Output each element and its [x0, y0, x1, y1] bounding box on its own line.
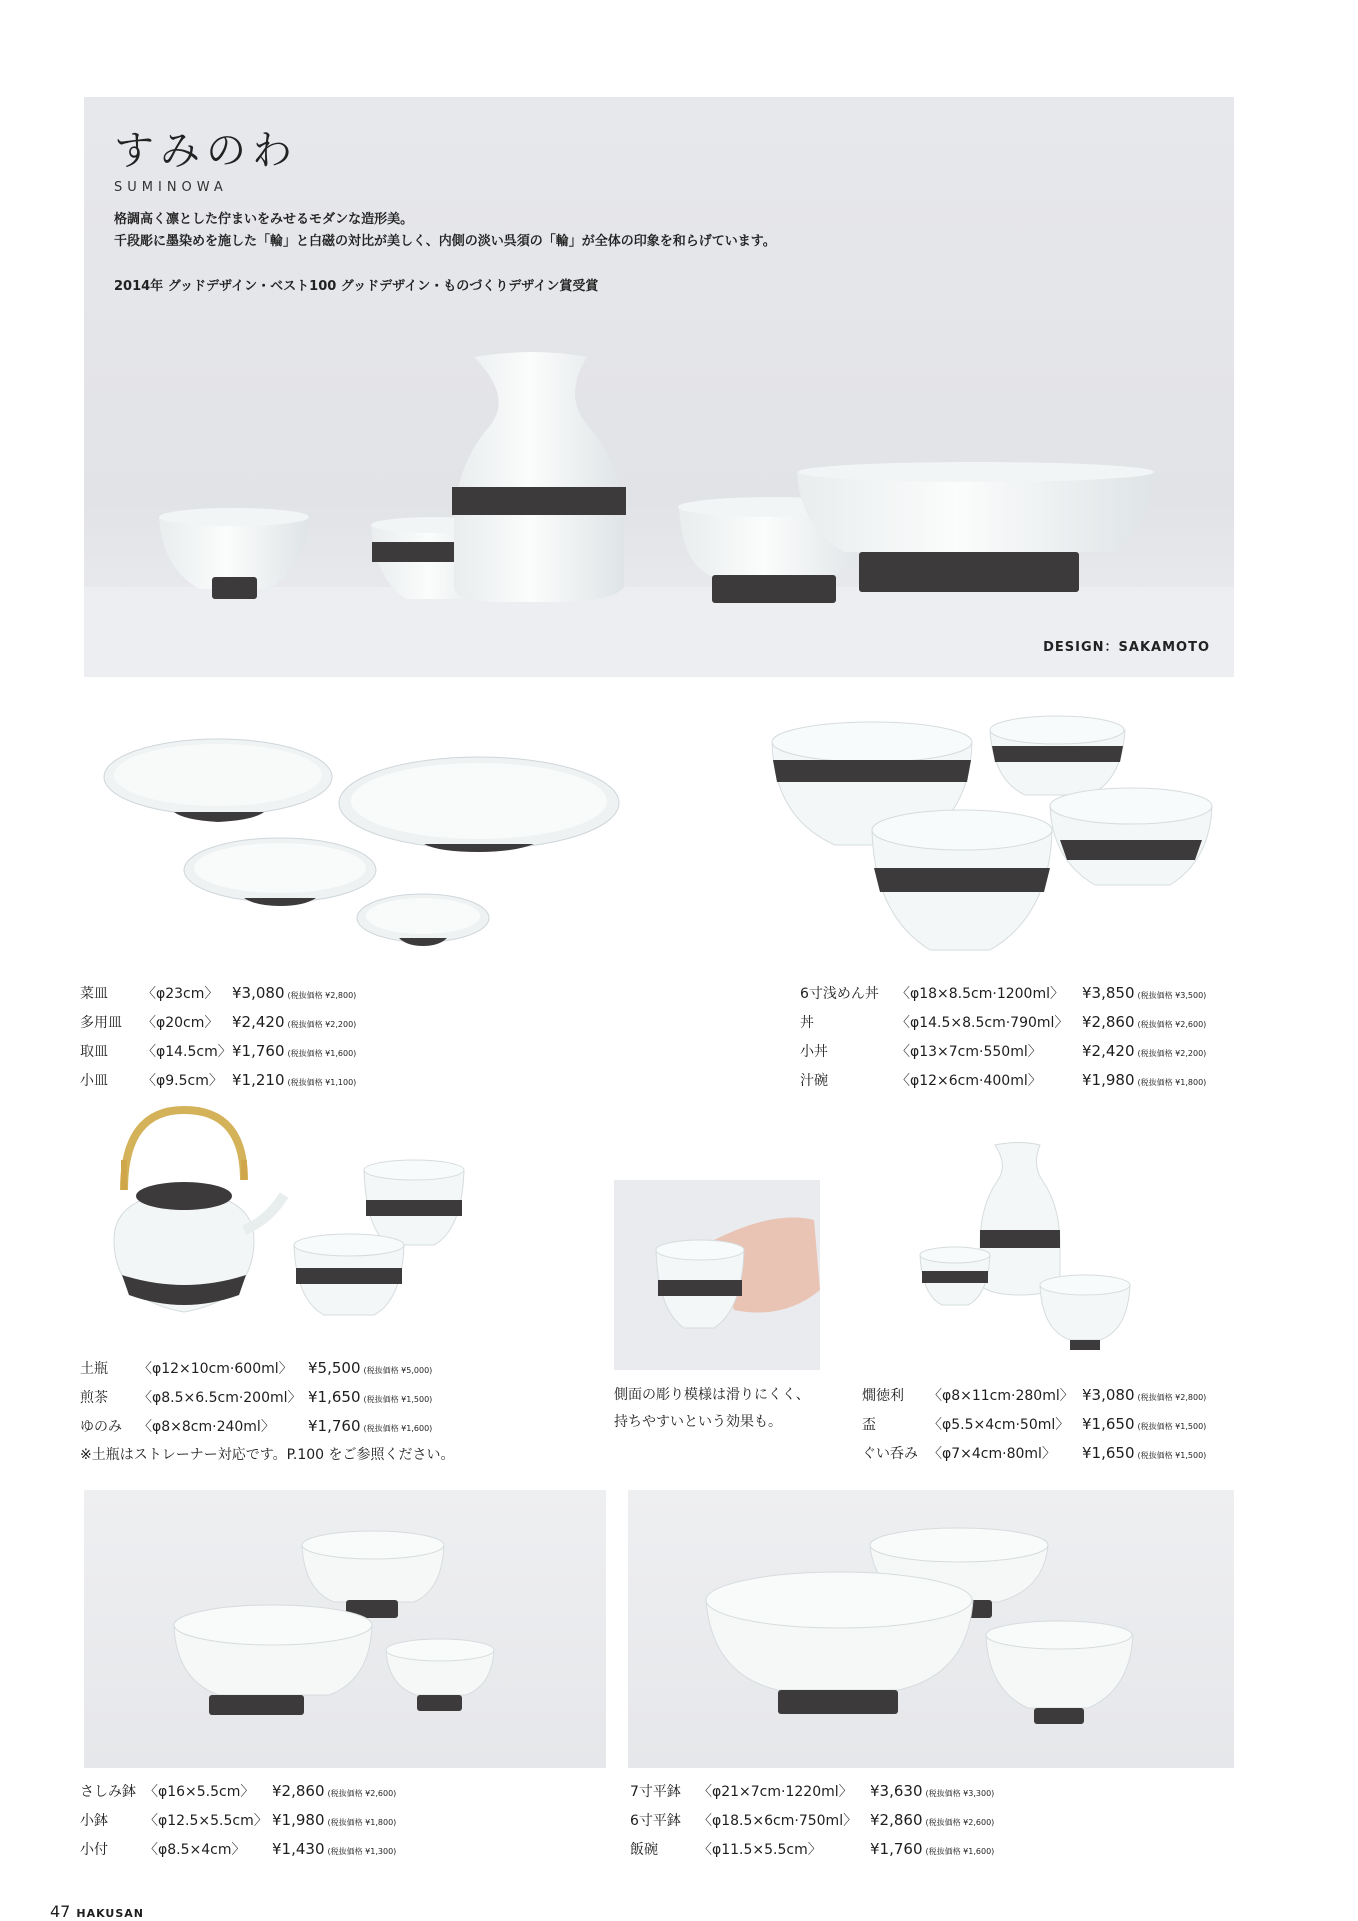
item-tax-excluded: (税抜価格 ¥1,800) [327, 1818, 397, 1827]
item-tax-excluded: (税抜価格 ¥2,800) [1137, 1393, 1207, 1402]
series-subtitle: SUMINOWA [114, 180, 228, 195]
item-size: 〈φ5.5×4cm·50ml〉 [928, 1417, 1070, 1433]
page-footer [50, 1902, 144, 1921]
item-price: ¥1,980 [1082, 1071, 1135, 1089]
item-tax-excluded: (税抜価格 ¥3,500) [1137, 991, 1207, 1000]
item-size: 〈φ12.5×5.5cm〉 [144, 1813, 268, 1829]
spec-row [80, 1778, 396, 1807]
item-name: さしみ鉢 [80, 1784, 136, 1800]
item-size: 〈φ11.5×5.5cm〉 [698, 1842, 822, 1858]
item-price: ¥5,500 [308, 1359, 361, 1377]
item-price: ¥2,420 [232, 1013, 285, 1031]
item-price: ¥1,430 [272, 1840, 325, 1858]
hira-bowls-photo [628, 1490, 1234, 1768]
item-name: 汁碗 [800, 1073, 828, 1089]
grip-photo [614, 1180, 820, 1370]
item-name: 小付 [80, 1842, 108, 1858]
spec-row [80, 1009, 356, 1038]
spec-row [80, 1413, 455, 1442]
item-tax-excluded: (税抜価格 ¥1,500) [363, 1395, 433, 1404]
item-price: ¥1,650 [1082, 1415, 1135, 1433]
item-name: 小皿 [80, 1073, 108, 1089]
item-tax-excluded: (税抜価格 ¥1,600) [287, 1049, 357, 1058]
spec-row [862, 1440, 1206, 1469]
item-tax-excluded: (税抜価格 ¥1,100) [287, 1078, 357, 1087]
spec-row [862, 1411, 1206, 1440]
item-size: 〈φ18.5×6cm·750ml〉 [698, 1813, 858, 1829]
sake-spec-list [862, 1382, 1206, 1469]
spec-row [862, 1382, 1206, 1411]
item-size: 〈φ16×5.5cm〉 [144, 1784, 255, 1800]
item-price: ¥3,080 [232, 984, 285, 1002]
item-price: ¥1,210 [232, 1071, 285, 1089]
item-tax-excluded: (税抜価格 ¥2,600) [925, 1818, 995, 1827]
teapot-illustration [84, 1100, 494, 1350]
spec-row [800, 1067, 1206, 1096]
item-size: 〈φ18×8.5cm·1200ml〉 [896, 986, 1064, 1002]
spec-row [630, 1778, 994, 1807]
grip-note-line-2: 持ちやすいという効果も。 [614, 1414, 782, 1430]
spec-row [80, 980, 356, 1009]
item-name: 7寸平鉢 [630, 1784, 681, 1800]
designer-credit: DESIGN：SAKAMOTO [1043, 640, 1210, 655]
description-line-2: 千段彫に墨染めを施した「輪」と白磁の対比が美しく、内側の淡い呉須の「輪」が全体の印象を和らげています。 [114, 234, 776, 249]
item-name: 土瓶 [80, 1361, 108, 1377]
item-size: 〈φ20cm〉 [142, 1015, 219, 1031]
item-price: ¥2,860 [272, 1782, 325, 1800]
tea-spec-list [80, 1355, 455, 1469]
hira-bowls-illustration [628, 1490, 1234, 1768]
grip-note [614, 1382, 810, 1436]
item-size: 〈φ9.5cm〉 [142, 1073, 223, 1089]
item-tax-excluded: (税抜価格 ¥1,600) [925, 1847, 995, 1856]
item-name: 丼 [800, 1015, 814, 1031]
plates-illustration [84, 700, 664, 970]
item-tax-excluded: (税抜価格 ¥2,800) [287, 991, 357, 1000]
item-price: ¥1,650 [308, 1388, 361, 1406]
item-name: 煎茶 [80, 1390, 108, 1406]
item-tax-excluded: (税抜価格 ¥1,300) [327, 1847, 397, 1856]
item-name: 6寸浅めん丼 [800, 986, 879, 1002]
item-size: 〈φ12×10cm·600ml〉 [138, 1361, 293, 1377]
item-price: ¥3,850 [1082, 984, 1135, 1002]
hero-photo [84, 97, 1234, 677]
item-size: 〈φ8.5×6.5cm·200ml〉 [138, 1390, 302, 1406]
bowls-photo [760, 700, 1230, 970]
spec-row [80, 1067, 356, 1096]
teapot-photo [84, 1100, 494, 1350]
item-name: 多用皿 [80, 1015, 122, 1031]
spec-row [80, 1384, 455, 1413]
item-price: ¥2,420 [1082, 1042, 1135, 1060]
item-tax-excluded: (税抜価格 ¥1,500) [1137, 1451, 1207, 1460]
item-size: 〈φ8×11cm·280ml〉 [928, 1388, 1074, 1404]
item-name: 菜皿 [80, 986, 108, 1002]
sashimi-bowls-photo [84, 1490, 606, 1768]
item-name: 6寸平鉢 [630, 1813, 681, 1829]
item-price: ¥3,080 [1082, 1386, 1135, 1404]
item-size: 〈φ23cm〉 [142, 986, 219, 1002]
brand-name: HAKUSAN [76, 1907, 144, 1920]
grip-note-line-1: 側面の彫り模様は滑りにくく、 [614, 1387, 810, 1403]
item-size: 〈φ8×8cm·240ml〉 [138, 1419, 275, 1435]
item-tax-excluded: (税抜価格 ¥1,600) [363, 1424, 433, 1433]
page-number: 47 [50, 1902, 71, 1921]
item-name: ゆのみ [80, 1419, 122, 1435]
sashimi-spec-list [80, 1778, 396, 1865]
spec-row [630, 1836, 994, 1865]
hero-text-block [114, 119, 776, 294]
tea-note: ※土瓶はストレーナー対応です。P.100 をご参照ください。 [80, 1447, 455, 1463]
award-text: 2014年 グッドデザイン・ベスト100 グッドデザイン・ものづくりデザイン賞受賞 [114, 279, 599, 294]
hira-spec-list [630, 1778, 994, 1865]
spec-row [630, 1807, 994, 1836]
item-size: 〈φ7×4cm·80ml〉 [928, 1446, 1056, 1462]
item-name: 飯碗 [630, 1842, 658, 1858]
spec-row [80, 1038, 356, 1067]
item-price: ¥1,650 [1082, 1444, 1135, 1462]
spec-row [800, 1009, 1206, 1038]
sashimi-bowls-illustration [84, 1490, 606, 1768]
item-price: ¥1,760 [308, 1417, 361, 1435]
item-size: 〈φ13×7cm·550ml〉 [896, 1044, 1042, 1060]
plates-spec-list [80, 980, 356, 1096]
plates-photo [84, 700, 664, 970]
item-tax-excluded: (税抜価格 ¥1,500) [1137, 1422, 1207, 1431]
item-tax-excluded: (税抜価格 ¥5,000) [363, 1366, 433, 1375]
item-tax-excluded: (税抜価格 ¥2,200) [287, 1020, 357, 1029]
item-price: ¥1,760 [870, 1840, 923, 1858]
spec-row [800, 1038, 1206, 1067]
item-name: 燗徳利 [862, 1388, 904, 1404]
hand-holding-cup-illustration [614, 1180, 820, 1370]
item-tax-excluded: (税抜価格 ¥2,600) [1137, 1020, 1207, 1029]
sake-set-illustration [900, 1135, 1140, 1365]
item-size: 〈φ14.5cm〉 [142, 1044, 232, 1060]
spec-row [80, 1355, 455, 1384]
item-name: 取皿 [80, 1044, 108, 1060]
item-name: 小丼 [800, 1044, 828, 1060]
item-tax-excluded: (税抜価格 ¥3,300) [925, 1789, 995, 1798]
series-description [114, 209, 776, 253]
item-size: 〈φ21×7cm·1220ml〉 [698, 1784, 853, 1800]
sake-photo [900, 1135, 1140, 1365]
spec-row [80, 1807, 396, 1836]
item-price: ¥1,980 [272, 1811, 325, 1829]
item-size: 〈φ12×6cm·400ml〉 [896, 1073, 1042, 1089]
description-line-1: 格調高く凛とした佇まいをみせるモダンな造形美。 [114, 212, 414, 227]
item-name: 盃 [862, 1417, 876, 1433]
item-price: ¥2,860 [1082, 1013, 1135, 1031]
item-price: ¥2,860 [870, 1811, 923, 1829]
spec-row [800, 980, 1206, 1009]
spec-row [80, 1836, 396, 1865]
bowls-illustration [760, 700, 1230, 970]
item-size: 〈φ14.5×8.5cm·790ml〉 [896, 1015, 1069, 1031]
item-tax-excluded: (税抜価格 ¥2,200) [1137, 1049, 1207, 1058]
item-price: ¥3,630 [870, 1782, 923, 1800]
item-size: 〈φ8.5×4cm〉 [144, 1842, 246, 1858]
item-tax-excluded: (税抜価格 ¥2,600) [327, 1789, 397, 1798]
item-price: ¥1,760 [232, 1042, 285, 1060]
series-title: すみのわ [114, 128, 298, 174]
bowls-spec-list [800, 980, 1206, 1096]
item-tax-excluded: (税抜価格 ¥1,800) [1137, 1078, 1207, 1087]
item-name: 小鉢 [80, 1813, 108, 1829]
item-name: ぐい呑み [862, 1446, 918, 1462]
